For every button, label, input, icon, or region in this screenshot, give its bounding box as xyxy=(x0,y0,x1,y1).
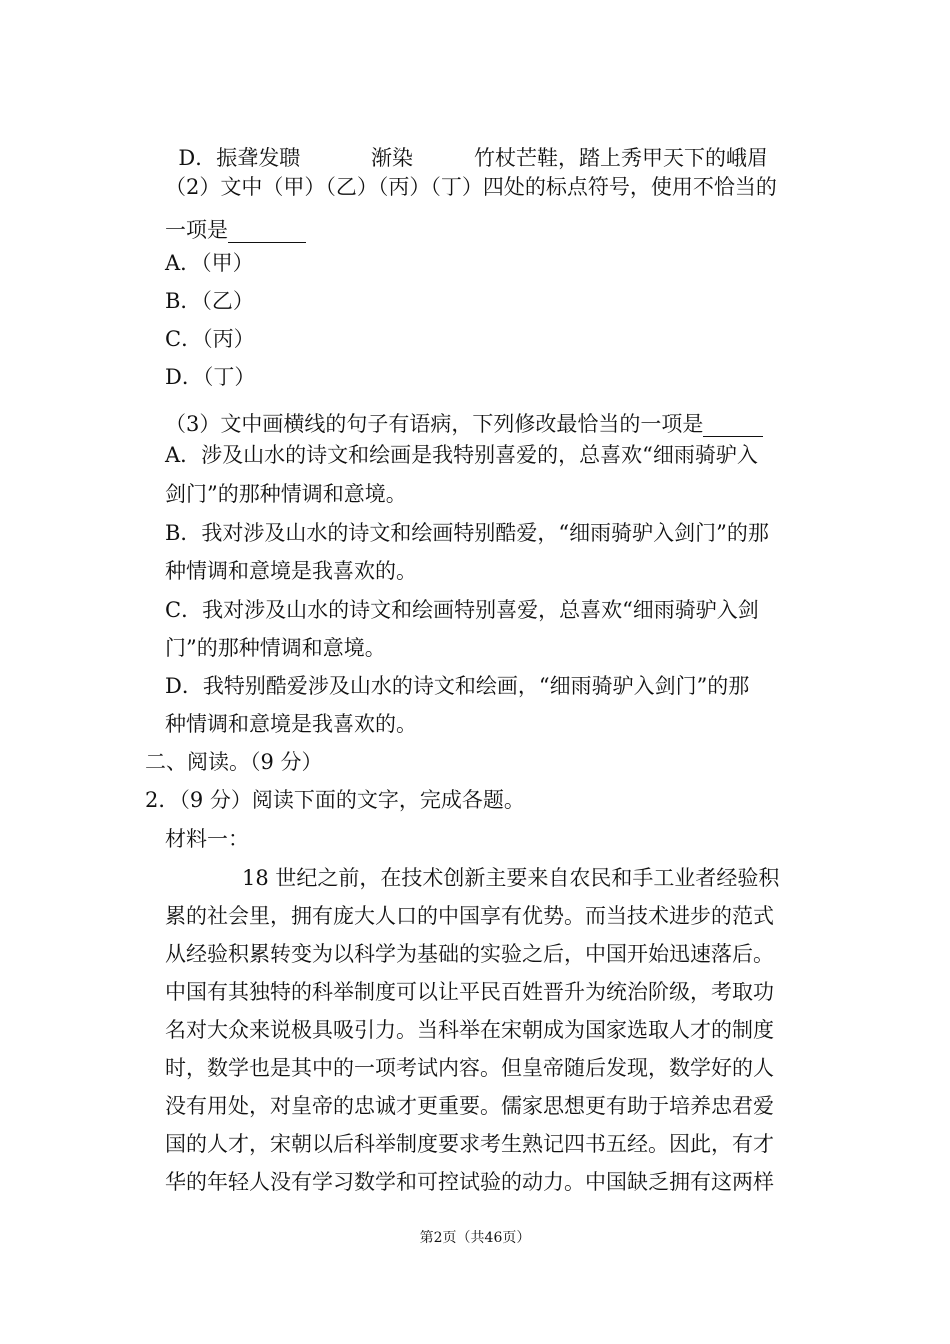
q2-stem-text: 一项是 xyxy=(165,218,228,242)
passage-line: 没有用处，对皇帝的忠诚才更重要。儒家思想更有助于培养忠君爱 xyxy=(165,1094,774,1118)
q3-option-a-line1: A．涉及山水的诗文和绘画是我特别喜爱的，总喜欢“细雨骑驴入 xyxy=(165,443,758,467)
passage-line: 从经验积累转变为以科学为基础的实验之后，中国开始迅速落后。 xyxy=(165,942,774,966)
q2-option-a: A．（甲） xyxy=(165,251,254,275)
q2-answer-blank[interactable] xyxy=(228,212,306,243)
passage-line: 累的社会里，拥有庞大人口的中国享有优势。而当技术进步的范式 xyxy=(165,904,774,928)
material-label: 材料一： xyxy=(165,827,249,851)
q3-option-d-line2: 种情调和意境是我喜欢的。 xyxy=(165,712,417,736)
q3-option-b-line1: B．我对涉及山水的诗文和绘画特别酷爱，“细雨骑驴入剑门”的那 xyxy=(165,521,769,545)
passage-line: 时，数学也是其中的一项考试内容。但皇帝随后发现，数学好的人 xyxy=(165,1056,774,1080)
q3-stem xyxy=(165,404,763,437)
q3-option-c-line2: 门”的那种情调和意境。 xyxy=(165,636,386,660)
q3-answer-blank[interactable] xyxy=(703,404,763,437)
q3-stem-text: （3）文中画横线的句子有语病，下列修改最恰当的一项是 xyxy=(165,412,704,436)
passage-line: 中国有其独特的科举制度可以让平民百姓晋升为统治阶级，考取功 xyxy=(165,980,774,1004)
passage-line: 华的年轻人没有学习数学和可控试验的动力。中国缺乏拥有这两样 xyxy=(165,1170,774,1194)
q1-option-d-word3: 竹杖芒鞋，踏上秀甲天下的峨眉 xyxy=(474,146,768,170)
passage-line: 国的人才，宋朝以后科举制度要求考生熟记四书五经。因此，有才 xyxy=(165,1132,774,1156)
page-indicator: 第2页（共46页） xyxy=(419,1230,531,1246)
q1-option-d-label: D．振聋发聩 xyxy=(178,146,301,170)
q3-option-c-line1: C．我对涉及山水的诗文和绘画特别喜爱，总喜欢“细雨骑驴入剑 xyxy=(165,598,759,622)
passage-line: 18 世纪之前，在技术创新主要来自农民和手工业者经验积 xyxy=(242,866,780,890)
q2-option-c: C．（丙） xyxy=(165,327,255,351)
q1-option-d xyxy=(165,119,768,171)
q2-stem-line2 xyxy=(165,212,306,243)
q2-stem-line1: （2）文中（甲）（乙）（丙）（丁）四处的标点符号，使用不恰当的 xyxy=(165,175,777,199)
passage-line: 名对大众来说极具吸引力。当科举在宋朝成为国家选取人才的制度 xyxy=(165,1018,774,1042)
q1-option-d-word2: 渐染 xyxy=(371,146,413,170)
q3-option-a-line2: 剑门”的那种情调和意境。 xyxy=(165,482,407,506)
q2-option-b: B．（乙） xyxy=(165,289,254,313)
question-2-stem: 2．（9 分）阅读下面的文字，完成各题。 xyxy=(145,788,525,812)
q3-option-d-line1: D．我特别酷爱涉及山水的诗文和绘画，“细雨骑驴入剑门”的那 xyxy=(165,674,750,698)
q3-option-b-line2: 种情调和意境是我喜欢的。 xyxy=(165,559,417,583)
section-heading: 二、阅读。（9 分） xyxy=(145,750,323,774)
q2-option-d: D．（丁） xyxy=(165,365,256,389)
